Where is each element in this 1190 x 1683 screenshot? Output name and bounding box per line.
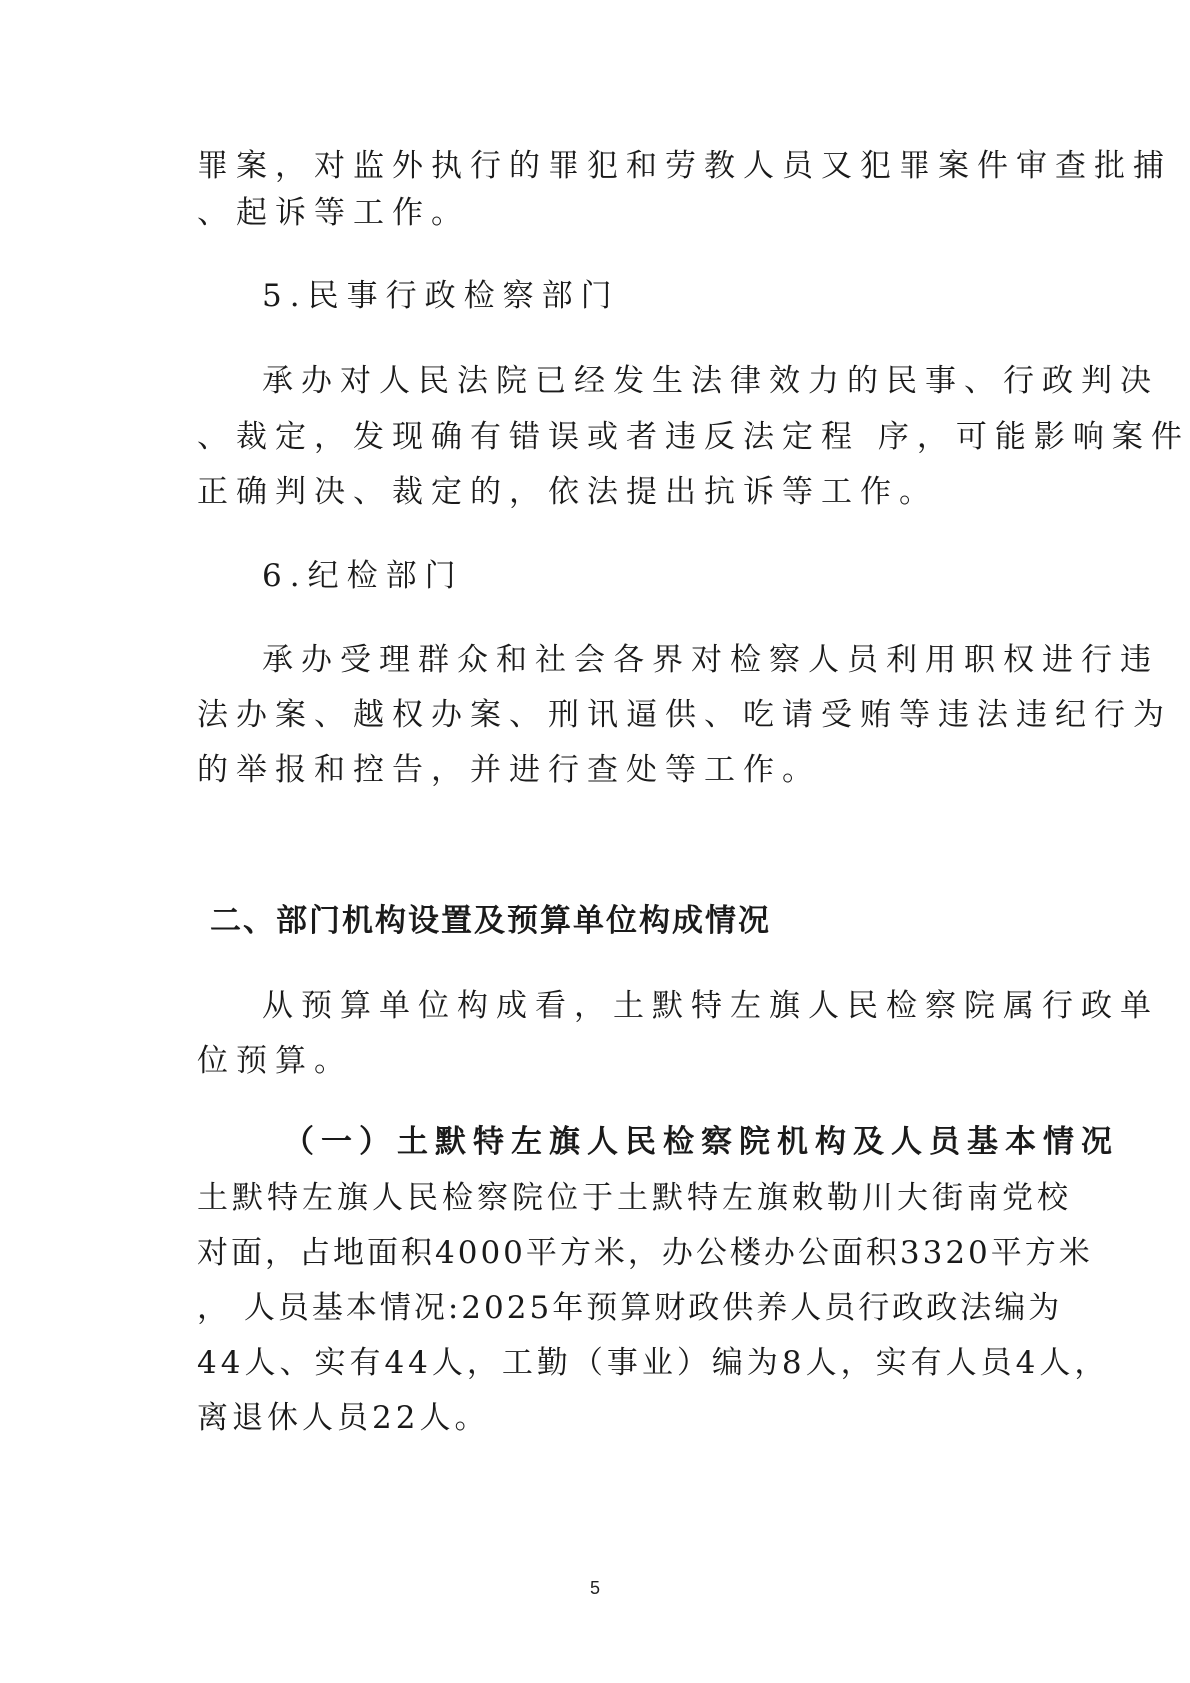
paragraph-line: 的举报和控告，并进行查处等工作。	[197, 752, 821, 788]
paragraph-line: 位预算。	[197, 1043, 353, 1079]
paragraph-line: 法办案、越权办案、刑讯逼供、吃请受贿等违法违纪行为	[197, 697, 1172, 733]
paragraph-line: ， 人员基本情况:2025年预算财政供养人员行政政法编为	[197, 1290, 1063, 1326]
paragraph-line: 承办受理群众和社会各界对检察人员利用职权进行违	[262, 642, 1159, 678]
paragraph-line: 土默特左旗人民检察院位于土默特左旗敕勒川大街南党校	[197, 1180, 1072, 1216]
paragraph-line: 罪案，对监外执行的罪犯和劳教人员又犯罪案件审查批捕	[197, 148, 1172, 184]
paragraph-line: 从预算单位构成看，土默特左旗人民检察院属行政单	[262, 988, 1159, 1024]
paragraph-line: 正确判决、裁定的，依法提出抗诉等工作。	[197, 474, 938, 510]
paragraph-line: 44人、实有44人，工勤（事业）编为8人，实有人员4人，	[197, 1345, 1110, 1381]
paragraph-line: 对面，占地面积4000平方米，办公楼办公面积3320平方米	[197, 1235, 1093, 1271]
section-heading: 二、部门机构设置及预算单位构成情况	[210, 903, 771, 939]
subsection-heading: （一）土默特左旗人民检察院机构及人员基本情况	[283, 1124, 1119, 1160]
paragraph-line: 离退休人员22人。	[197, 1400, 490, 1436]
paragraph-line: 承办对人民法院已经发生法律效力的民事、行政判决	[262, 363, 1159, 399]
paragraph-line: 、裁定，发现确有错误或者违反法定程 序，可能影响案件	[197, 419, 1190, 455]
paragraph-line: 、起诉等工作。	[197, 195, 470, 231]
section-title-discipline: 6.纪检部门	[262, 558, 464, 594]
section-title-civil-administrative: 5.民事行政检察部门	[262, 278, 620, 314]
page-number: 5	[589, 1578, 600, 1598]
